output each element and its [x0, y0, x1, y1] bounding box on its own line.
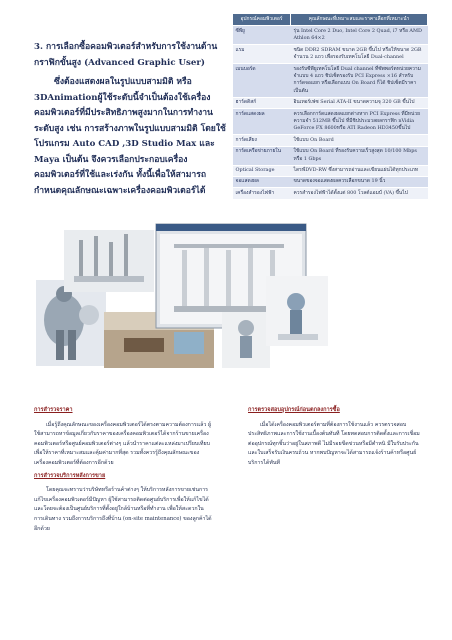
inspection-text: เมื่อได้เครื่องคอมพิวเตอร์ตามที่ต้องการใช้งานแล้ว ควรตรวจสอบประสิทธิภาพและการใช้งานเบื้องต้นทันที โดยทดสอบการติดตั้งและการเชื่อมต่ออุปกรณ์ทุกชิ้นว่าอยู่ในสภาพดี ไม่มีรอยขีดข่วนหรือมีตำหนิ มีใบรับประกันและใบเสร็จรับเงินครบถ้วน หากพบปัญหาจะได้สามารถแจ้งร้านค้าหรือศูนย์บริการได้ทันที [248, 421, 420, 466]
spec-row [233, 26, 428, 45]
spec-device-cell: การ์ดเครือข่ายภายใน [233, 146, 291, 165]
spec-row [233, 109, 428, 135]
spec-device-cell: ซีพียู [233, 26, 291, 45]
heading-paragraph: ซึ่งต้องแสดงผลในรูปแบบสามมิติ หรือ 3DAnimationผู้ใช้ระดับนี้จำเป็นต้องใช้เครื่องคอมพิวเตอร์ที่มีประสิทธิภาพสูงมากในการทำงานระดับสูง เช่น การสร้างภาพในรูปแบบสามมิติ โดยใช้โปรแกรม Auto CAD ,3D Studio Max และ Maya เป็นต้น จึงควรเลือกประกอบเครื่องคอมพิวเตอร์ที่ใช้และเร่งกัน ทั้งนี้เพื่อให้สามารถกำหนดคุณลักษณะเฉพาะเครื่องคอมพิวเตอร์ได้ [34, 77, 226, 196]
spec-device-cell: ฮาร์ดดิสก์ [233, 97, 291, 108]
spec-feature-cell: ควรสำรองไฟฟ้าได้ตั้งแต่ 800 โวลต์แอมป์ (VA) ขึ้นไป [291, 188, 428, 199]
motion-figure-render [266, 276, 328, 346]
architecture-model-render [64, 230, 154, 292]
spec-device-cell: แรม [233, 45, 291, 64]
after-sales-title: การสำรวจบริการหลังการขาย [34, 472, 106, 479]
spec-row [233, 135, 428, 146]
spec-row [233, 45, 428, 64]
price-survey-text: เมื่อรู้ถึงคุณลักษณะของเครื่องคอมพิวเตอร์ได้ตรงตามความต้องการแล้ว ผู้ใช้สามารถหาข้อมูลเกี่ยวกับราคาของเครื่องคอมพิวเตอร์ได้จากร้านขายเครื่องคอมพิวเตอร์หรือศูนย์คอมพิวเตอร์ต่างๆ แล้วนำราคาแต่ละแหล่งมาเปรียบเทียบ เพื่อให้ราคาที่เหมาะสมและคุ้มค่ามากที่สุด รวมทั้งควรรู้ถึงคุณลักษณะของเครื่องคอมพิวเตอร์ที่ต้องการอีกด้วย [34, 421, 212, 466]
spec-row [233, 64, 428, 98]
spec-device-cell: เมนบอร์ด [233, 64, 291, 98]
inspection-title: การตรวจสอบอุปกรณ์ก่อนตกลงการซื้อ [248, 407, 340, 413]
spec-table-body [233, 26, 428, 199]
inspection-section [248, 406, 424, 472]
graphics-collage-image [34, 220, 330, 370]
spec-feature-cell: ไดรฟ์DVD-RW ซึ่งสามารถอ่านและเขียนแผ่นได้ทุกประเภท [291, 165, 428, 176]
spec-feature-cell: ขนาดของจอแสดงผลควรเลือกขนาด 19 นิ้ว [291, 176, 428, 187]
spec-feature-cell: รองรับซีพียูเทคโนโลยี Dual channel ที่ซัพพอร์ตหน่วยความจำแบบ 4 แถว ชิปเซ็ตรองรับ PCI Express ×16 สำหรับการ์ดจอแยก หรือเลือกแบบ On Board ก็ได้ ชิปเซ็ตมีราคาเป็นต้น [291, 64, 428, 98]
spec-table [232, 13, 428, 200]
spec-row [233, 146, 428, 165]
spec-header-feature: คุณลักษณะที่เหมาะสมและราคาเลือกที่เหมาะนำ [291, 14, 428, 26]
spec-device-cell: การ์ดแสดงผล [233, 109, 291, 135]
heading-block [34, 40, 230, 199]
spec-device-cell: เครื่องสำรองไฟฟ้า [233, 188, 291, 199]
spec-device-cell: จอแสดงผล [233, 176, 291, 187]
spec-feature-cell: อินเทอร์เฟซ Serial ATA-II ขนาดความจุ 320 GB ขึ้นไป [291, 97, 428, 108]
price-survey-title: การสำรวจราคา [34, 407, 73, 413]
spec-feature-cell: ใช้แบบ On Board ที่รองรับความเร็วสูงสุด 10/100 Mbps หรือ 1 Gbps [291, 146, 428, 165]
spec-device-cell: การ์ดเสียง [233, 135, 291, 146]
spec-row [233, 176, 428, 187]
spec-feature-cell: ชนิด DDR2 SDRAM ขนาด 2GB ขึ้นไป หรือให้ขนาด 2GB จำนวน 2 แถว เพื่อรองรับเทคโนโลยี Dual-channel [291, 45, 428, 64]
character-render [222, 312, 270, 368]
spec-row [233, 188, 428, 199]
robot-figure-render [36, 280, 106, 366]
spec-row [233, 165, 428, 176]
spec-feature-cell: ควรเลือกการ์ดแสดงผลแยกต่างหาก PCI Express ที่มีหน่วยความจำ 512MB ขึ้นไป ที่มีชิปประมวลผลกราฟิก nVidia GeForce FX 8600หรือ ATI Radeon HD3450ขึ้นไป [291, 109, 428, 135]
spec-table-header-row [233, 14, 428, 26]
spec-row [233, 97, 428, 108]
heading-title: 3. การเลือกซื้อคอมพิวเตอร์สำหรับการใช้งานด้านกราฟิกขั้นสูง (Advanced Graphic User) [34, 42, 218, 68]
spec-feature-cell: รุ่น Intel Core 2 Duo, Intel Core 2 Quad, i7 หรือ AMD Athlon 64×2 [291, 26, 428, 45]
spec-header-device: อุปกรณ์คอมพิวเตอร์ [233, 14, 291, 26]
spec-feature-cell: ใช้แบบ On Board [291, 135, 428, 146]
price-survey-section [34, 406, 212, 537]
spec-device-cell: Optical Storage [233, 165, 291, 176]
after-sales-text: โดยคุณจะทราบว่าบริษัทหรือร้านค้าต่างๆ ให้บริการหลังการขายเช่นการแก้ไขเครื่องคอมพิวเตอร์มีปัญหา ผู้ใช้สามารถติดต่อศูนย์บริการเพื่อให้แก้ไขได้ และโดยจะต้องเป็นศูนย์บริการที่ตั้งอยู่ใกล้บ้านหรือที่ทำงาน เพื่อให้สะดวกในการเดินทาง รวมถึงการบริการถึงที่บ้าน (on-site maintenance) ของลูกค้าได้อีกด้วย [34, 487, 212, 532]
